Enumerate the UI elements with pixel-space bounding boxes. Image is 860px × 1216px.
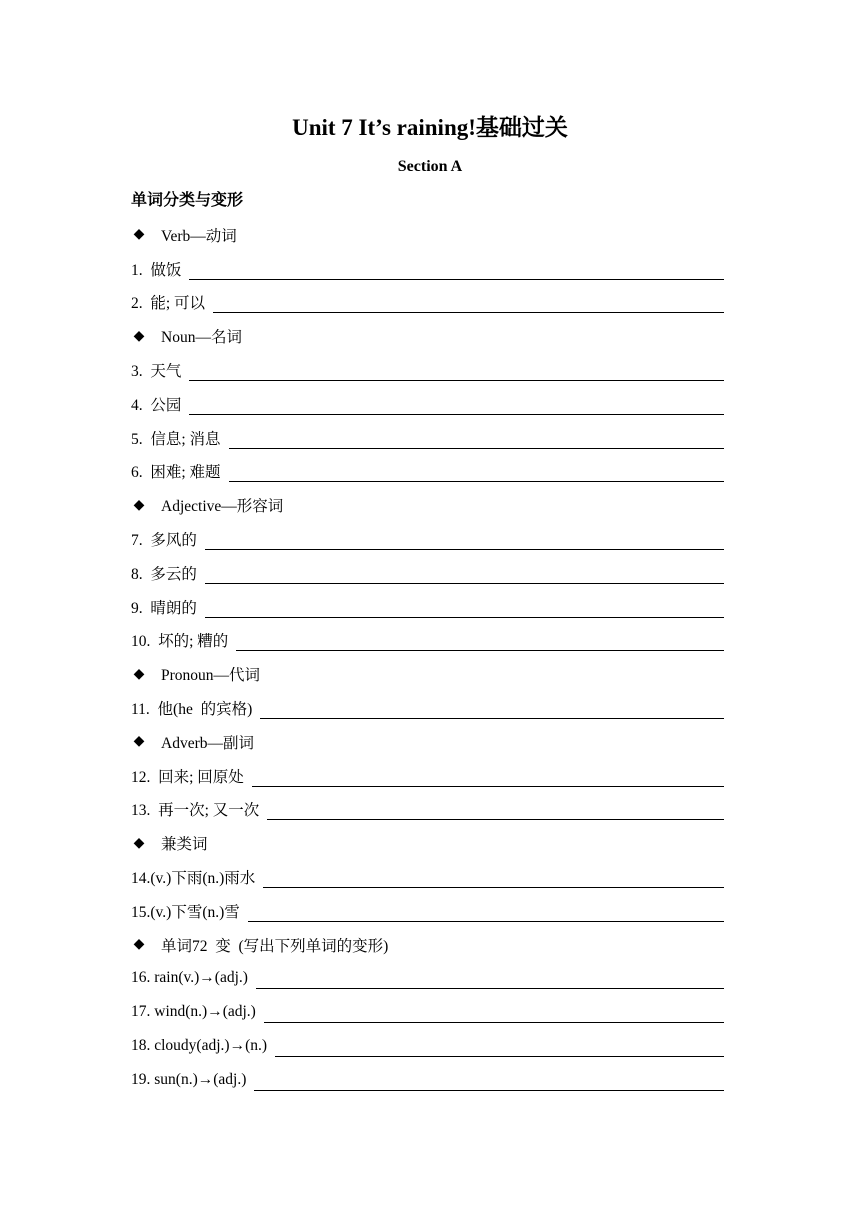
answer-blank[interactable]	[205, 598, 724, 618]
exercise-item	[131, 556, 724, 590]
answer-blank[interactable]	[189, 395, 724, 415]
item-prompt: 12. 回来; 回原处	[131, 768, 244, 786]
item-prompt: 8. 多云的	[131, 565, 197, 583]
exercise-item	[131, 353, 724, 387]
section-title: Section A	[397, 158, 463, 175]
exercise-item	[131, 421, 724, 455]
exercise-item	[131, 286, 724, 320]
exercise-item	[131, 691, 724, 725]
category-heading	[131, 725, 724, 759]
answer-blank[interactable]	[205, 530, 724, 550]
exercise-item	[131, 793, 724, 827]
exercise-item	[131, 995, 724, 1029]
exercise-item	[131, 252, 724, 286]
exercise-item	[131, 1029, 724, 1063]
answer-blank[interactable]	[248, 902, 724, 922]
exercise-item	[131, 759, 724, 793]
item-prompt: 19. sun(n.)→(adj.)	[131, 1070, 247, 1088]
diamond-bullet-icon: ◆	[133, 835, 145, 851]
exercise-item	[131, 455, 724, 489]
page-title: Unit 7 It’s raining!基础过关	[292, 115, 568, 140]
category-heading	[131, 319, 724, 353]
item-prompt: 17. wind(n.)→(adj.)	[131, 1003, 256, 1021]
answer-blank[interactable]	[275, 1037, 724, 1057]
exercise-item	[131, 387, 724, 421]
category-label: Verb—动词	[161, 227, 237, 245]
item-prompt: 9. 晴朗的	[131, 599, 197, 617]
answer-blank[interactable]	[252, 767, 724, 787]
category-label: Pronoun—代词	[161, 667, 261, 685]
item-prompt: 14.(v.)下雨(n.)雨水	[131, 870, 256, 888]
diamond-bullet-icon: ◆	[133, 666, 145, 682]
category-label: Adverb—副词	[161, 734, 254, 752]
item-prompt: 2. 能; 可以	[131, 295, 206, 313]
item-prompt: 10. 坏的; 糟的	[131, 633, 229, 651]
exercise-item	[131, 522, 724, 556]
answer-blank[interactable]	[189, 260, 724, 280]
category-label: 兼类词	[161, 836, 208, 854]
exercise-item	[131, 894, 724, 928]
item-prompt: 6. 困难; 难题	[131, 464, 221, 482]
exercise-item	[131, 860, 724, 894]
exercise-list	[131, 218, 724, 1097]
item-prompt: 15.(v.)下雪(n.)雪	[131, 903, 240, 921]
diamond-bullet-icon: ◆	[133, 734, 145, 750]
answer-blank[interactable]	[213, 293, 724, 313]
category-heading	[131, 826, 724, 860]
exercise-item	[131, 962, 724, 996]
category-label: Adjective—形容词	[161, 498, 284, 516]
item-prompt: 3. 天气	[131, 363, 182, 381]
category-heading	[131, 488, 724, 522]
item-prompt: 1. 做饭	[131, 261, 182, 279]
category-label: 单词72 变 (写出下列单词的变形)	[161, 937, 389, 955]
category-heading	[131, 928, 724, 962]
exercise-item	[131, 624, 724, 658]
answer-blank[interactable]	[254, 1071, 724, 1091]
answer-blank[interactable]	[205, 564, 724, 584]
diamond-bullet-icon: ◆	[133, 328, 145, 344]
answer-blank[interactable]	[236, 631, 724, 651]
answer-blank[interactable]	[264, 1003, 724, 1023]
category-label: Noun—名词	[161, 329, 242, 347]
answer-blank[interactable]	[189, 361, 724, 381]
item-prompt: 18. cloudy(adj.)→(n.)	[131, 1037, 268, 1055]
item-prompt: 4. 公园	[131, 396, 182, 414]
category-heading	[131, 657, 724, 691]
answer-blank[interactable]	[229, 462, 724, 482]
diamond-bullet-icon: ◆	[133, 497, 145, 513]
exercise-item	[131, 590, 724, 624]
exercise-heading: 单词分类与变形	[131, 190, 244, 209]
answer-blank[interactable]	[229, 429, 724, 449]
answer-blank[interactable]	[267, 800, 724, 820]
item-prompt: 5. 信息; 消息	[131, 430, 221, 448]
item-prompt: 11. 他(he 的宾格)	[131, 701, 253, 719]
diamond-bullet-icon: ◆	[133, 937, 145, 953]
item-prompt: 13. 再一次; 又一次	[131, 802, 260, 820]
item-prompt: 7. 多风的	[131, 532, 197, 550]
answer-blank[interactable]	[260, 699, 724, 719]
item-prompt: 16. rain(v.)→(adj.)	[131, 969, 248, 987]
answer-blank[interactable]	[263, 868, 724, 888]
diamond-bullet-icon: ◆	[133, 227, 145, 243]
answer-blank[interactable]	[256, 969, 724, 989]
category-heading	[131, 218, 724, 252]
exercise-item	[131, 1063, 724, 1097]
